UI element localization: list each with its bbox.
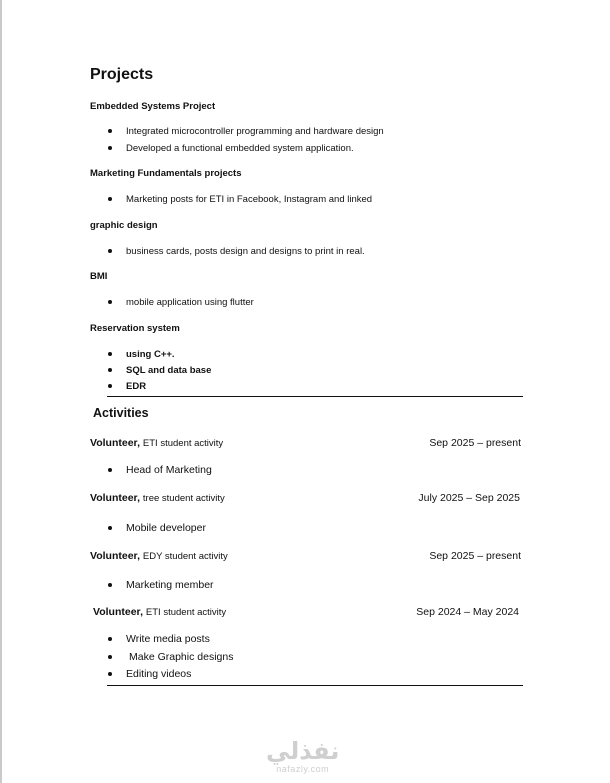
activity-role: Volunteer, (93, 606, 143, 618)
activity-role: Volunteer, (90, 492, 140, 504)
activity-title (90, 492, 225, 504)
bullet-icon (108, 352, 112, 356)
project-title: Marketing Fundamentals projects (90, 168, 242, 179)
activity-item: Make Graphic designs (129, 651, 234, 663)
project-title: graphic design (90, 220, 158, 231)
activity-org: ETI student activity (145, 607, 227, 618)
project-item: Developed a functional embedded system application. (126, 143, 354, 154)
activity-item: Marketing member (126, 579, 214, 591)
project-item: using C++. (126, 349, 175, 360)
activity-org: ETI student activity (142, 438, 224, 449)
activity-dates: July 2025 – Sep 2025 (418, 492, 520, 504)
bullet-icon (108, 384, 112, 388)
activity-org: tree student activity (142, 493, 225, 504)
project-item: SQL and data base (126, 365, 212, 376)
bullet-icon (108, 583, 112, 587)
activity-dates: Sep 2025 – present (429, 550, 521, 562)
bullet-icon (108, 672, 112, 676)
project-item: mobile application using flutter (126, 297, 254, 308)
project-title: Reservation system (90, 323, 180, 334)
activities-heading: Activities (93, 406, 149, 420)
activity-org: EDY student activity (142, 551, 228, 562)
bullet-icon (108, 146, 112, 150)
bullet-icon (108, 368, 112, 372)
activity-title (90, 550, 228, 562)
activity-role: Volunteer, (90, 550, 140, 562)
bullet-icon (108, 129, 112, 133)
bullet-icon (108, 468, 112, 472)
watermark-url: nafazly.com (276, 764, 330, 774)
section-divider (107, 396, 523, 397)
activity-dates: Sep 2025 – present (429, 437, 521, 449)
activity-dates: Sep 2024 – May 2024 (416, 606, 519, 618)
activity-title (90, 437, 223, 449)
bullet-icon (108, 637, 112, 641)
bullet-icon (108, 300, 112, 304)
bullet-icon (108, 249, 112, 253)
bullet-icon (108, 197, 112, 201)
project-title: BMI (90, 271, 108, 282)
project-item: business cards, posts design and designs to print in real. (126, 246, 365, 257)
project-item: Integrated microcontroller programming and hardware design (126, 126, 384, 137)
activity-role: Volunteer, (90, 437, 140, 449)
activity-item: Editing videos (126, 668, 192, 680)
project-item: Marketing posts for ETI in Facebook, Instagram and linked (126, 194, 373, 205)
projects-heading: Projects (90, 66, 154, 83)
activity-item: Head of Marketing (126, 464, 212, 476)
project-item: EDR (126, 381, 147, 392)
activity-title (93, 606, 226, 618)
project-title: Embedded Systems Project (90, 101, 216, 112)
page-left-edge (0, 0, 2, 783)
watermark-arabic: نفذلي (266, 738, 340, 765)
bullet-icon (108, 526, 112, 530)
activity-item: Mobile developer (126, 522, 206, 534)
activity-item: Write media posts (126, 633, 210, 645)
watermark-logo (266, 740, 339, 774)
bullet-icon (108, 655, 112, 659)
section-divider (107, 685, 523, 686)
